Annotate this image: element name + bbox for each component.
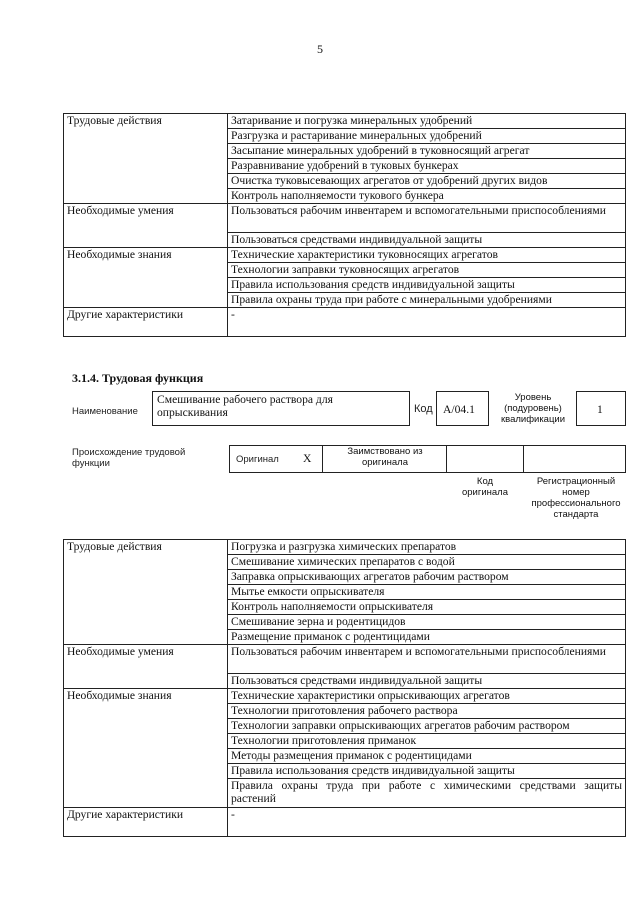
table-cell: Технологии заправки опрыскивающих агрегатов рабочим раствором <box>228 719 626 734</box>
code-value: A/04.1 <box>443 403 475 416</box>
table-cell: Размещение приманок с родентицидами <box>228 630 626 645</box>
name-value: Смешивание рабочего раствора для опрыскивания <box>157 393 333 419</box>
category-other: Другие характеристики <box>64 308 228 337</box>
table-cell: Заправка опрыскивающих агрегатов рабочим раствором <box>228 570 626 585</box>
category-knowledge: Необходимые знания <box>64 689 228 808</box>
table-cell: Пользоваться рабочим инвентарем и вспомогательными приспособлениями <box>228 645 626 674</box>
code-original-label: Код оригинала <box>461 476 508 498</box>
code-original-box <box>446 445 524 473</box>
category-labor-actions: Трудовые действия <box>64 114 228 204</box>
work-function-table-2 <box>63 539 626 837</box>
table-cell: Правила использования средств индивидуальной защиты <box>228 278 626 293</box>
table-cell: Смешивание зерна и родентицидов <box>228 615 626 630</box>
category-skills: Необходимые умения <box>64 204 228 248</box>
category-knowledge: Необходимые знания <box>64 248 228 308</box>
page-number: 5 <box>317 42 323 56</box>
table-cell: Технологии приготовления приманок <box>228 734 626 749</box>
level-value: 1 <box>597 403 603 416</box>
table-cell: Технологии приготовления рабочего раствора <box>228 704 626 719</box>
original-label: Оригинал <box>236 454 279 465</box>
category-other: Другие характеристики <box>64 808 228 837</box>
table-cell: Правила охраны труда при работе с химическими средствами защиты растений <box>228 779 626 808</box>
table-cell: Контроль наполняемости тукового бункера <box>228 189 626 204</box>
code-label: Код <box>414 403 433 415</box>
table-cell: Смешивание химических препаратов с водой <box>228 555 626 570</box>
table-cell: Технические характеристики туковносящих агрегатов <box>228 248 626 263</box>
name-label: Наименование <box>72 406 138 417</box>
table-cell: Технологии заправки туковносящих агрегатов <box>228 263 626 278</box>
category-skills: Необходимые умения <box>64 645 228 689</box>
table-cell: Погрузка и разгрузка химических препаратов <box>228 540 626 555</box>
table-cell: - <box>228 308 626 337</box>
table-cell: Пользоваться средствами индивидуальной защиты <box>228 674 626 689</box>
origin-label: Происхождение трудовой функции <box>72 447 186 469</box>
table-cell: Засыпание минеральных удобрений в туковносящий агрегат <box>228 144 626 159</box>
original-mark: X <box>303 452 312 465</box>
reg-number-label: Регистрационный номер профессионального стандарта <box>531 476 621 520</box>
table-cell: Методы размещения приманок с родентицидами <box>228 749 626 764</box>
table-cell: Контроль наполняемости опрыскивателя <box>228 600 626 615</box>
table-cell: Технические характеристики опрыскивающих агрегатов <box>228 689 626 704</box>
table-cell: Разгрузка и растаривание минеральных удобрений <box>228 129 626 144</box>
borrowed-label: Заимствовано из оригинала <box>347 446 423 468</box>
table-cell: Очистка туковысевающих агрегатов от удобрений других видов <box>228 174 626 189</box>
table-cell: Пользоваться средствами индивидуальной защиты <box>228 233 626 248</box>
table-cell: Пользоваться рабочим инвентарем и вспомогательными приспособлениями <box>228 204 626 233</box>
table-cell: Правила использования средств индивидуальной защиты <box>228 764 626 779</box>
level-label: Уровень (подуровень) квалификации <box>500 392 566 425</box>
reg-number-box <box>523 445 626 473</box>
work-function-table-1 <box>63 113 626 337</box>
table-cell: - <box>228 808 626 837</box>
table-cell: Мытье емкости опрыскивателя <box>228 585 626 600</box>
table-cell: Разравнивание удобрений в туковых бункерах <box>228 159 626 174</box>
section-title: 3.1.4. Трудовая функция <box>72 371 204 385</box>
category-labor-actions: Трудовые действия <box>64 540 228 645</box>
table-cell: Правила охраны труда при работе с минеральными удобрениями <box>228 293 626 308</box>
table-cell: Затаривание и погрузка минеральных удобрений <box>228 114 626 129</box>
